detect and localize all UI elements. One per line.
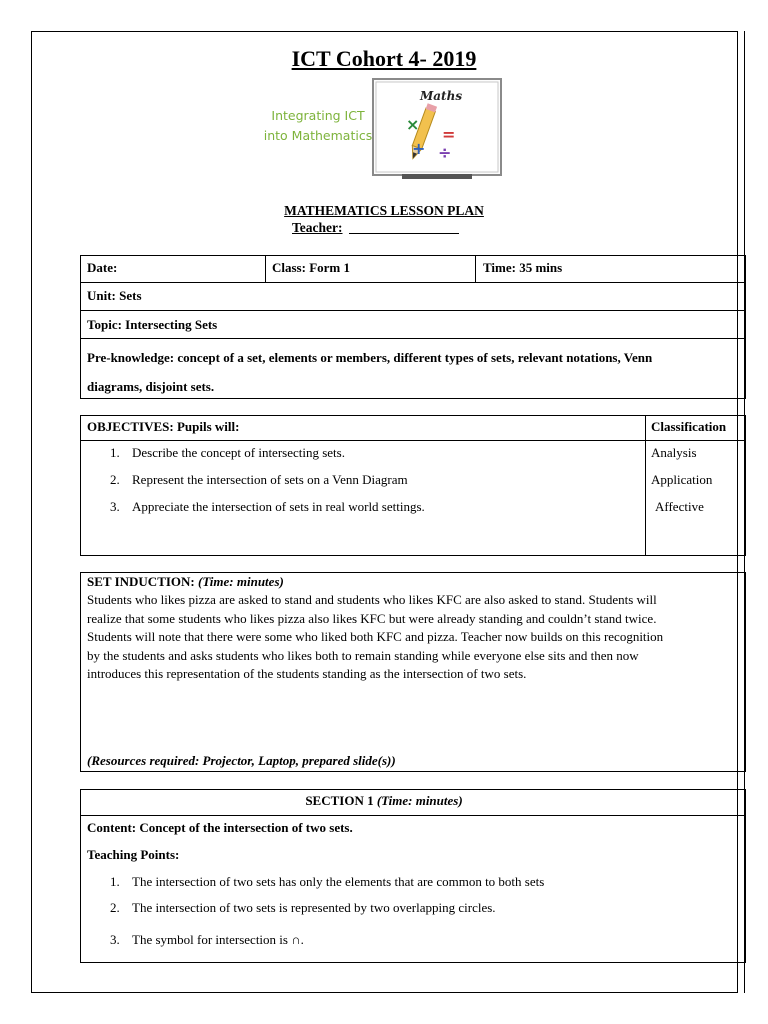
preknowledge-line1: Pre-knowledge: concept of a set, elements or members, different types of sets, relevant notations, Venn <box>87 350 653 365</box>
objective-3-text: Appreciate the intersection of sets in real world settings. <box>132 499 425 514</box>
class-cell: Class: Form 1 <box>272 260 350 275</box>
logo-text-line1: Integrating ICT <box>271 108 365 123</box>
teacher-label: Teacher: <box>292 220 343 235</box>
set-induction-line-1: Students who likes pizza are asked to stand and students who likes KFC are also asked to stand. Students will <box>87 592 657 607</box>
topic-cell: Topic: Intersecting Sets <box>87 317 218 332</box>
set-induction-line-3: Students will note that there were some who liked both KFC and pizza. Teacher now builds on this recognition <box>87 629 664 645</box>
section1-header-line <box>80 815 746 816</box>
objective-1-classification: Analysis <box>651 445 697 460</box>
point-3-number: 3. <box>110 932 120 947</box>
logo-text-line2: into Mathematics <box>263 128 373 143</box>
set-induction-line-4: by the students and asks students who likes both to remain standing while everyone else sits and then now <box>87 647 639 663</box>
section1-title: SECTION 1 <box>305 793 374 808</box>
objectives-column-divider <box>645 415 646 556</box>
svg-text:+: + <box>412 139 426 158</box>
set-induction-time: (Time: minutes) <box>198 574 284 589</box>
objective-1-number: 1. <box>110 445 120 460</box>
date-cell: Date: <box>87 260 118 275</box>
objective-3-number: 3. <box>110 499 120 514</box>
set-induction-heading <box>87 574 284 590</box>
section1-content: Content: Concept of the intersection of two sets. <box>87 820 353 835</box>
time-cell: Time: 35 mins <box>483 260 563 275</box>
teacher-blank-line <box>349 220 459 234</box>
set-induction-label: SET INDUCTION: <box>87 574 195 589</box>
objective-1-text: Describe the concept of intersecting sets. <box>132 445 345 460</box>
objectives-header-line <box>80 440 746 441</box>
svg-text:÷: ÷ <box>438 143 452 162</box>
lesson-plan-heading: MATHEMATICS LESSON PLAN <box>284 203 484 218</box>
point-2-number: 2. <box>110 900 120 915</box>
svg-text:=: = <box>442 125 456 144</box>
point-1-number: 1. <box>110 874 120 889</box>
preknowledge-cell <box>87 343 739 401</box>
objective-2-number: 2. <box>110 472 120 487</box>
info-row-line-1 <box>80 282 746 283</box>
svg-text:×: × <box>406 115 420 134</box>
info-divider-1 <box>265 255 266 282</box>
whiteboard-pencil-icon <box>372 78 502 182</box>
document-title: ICT Cohort 4- 2019 <box>291 46 477 71</box>
objective-2-classification: Application <box>651 472 713 487</box>
set-induction-line-5: introduces this representation of the students standing as the intersection of two sets. <box>87 666 527 682</box>
info-divider-2 <box>475 255 476 282</box>
teaching-points-label: Teaching Points: <box>87 847 180 862</box>
board-label: Maths <box>420 89 463 103</box>
set-induction-resources: (Resources required: Projector, Laptop, prepared slide(s)) <box>87 753 396 768</box>
objectives-header: OBJECTIVES: Pupils will: <box>87 419 240 434</box>
section1-heading <box>0 793 768 809</box>
teacher-field <box>292 220 459 236</box>
objective-2-text: Represent the intersection of sets on a Venn Diagram <box>132 472 408 487</box>
set-induction-line-2: realize that some students who likes pizza also likes KFC but were already standing and couldn’t stand twice. <box>87 610 657 626</box>
section1-time: (Time: minutes) <box>376 793 463 808</box>
set-induction-paragraph <box>87 591 739 684</box>
point-3-text: The symbol for intersection is ∩. <box>132 932 304 947</box>
objective-3-classification: Affective <box>655 499 704 514</box>
classification-header: Classification <box>651 419 727 434</box>
logo-text <box>258 106 378 146</box>
info-row-line-3 <box>80 338 746 339</box>
point-2-text: The intersection of two sets is represented by two overlapping circles. <box>132 900 496 915</box>
unit-cell: Unit: Sets <box>87 288 142 303</box>
preknowledge-line2: diagrams, disjoint sets. <box>87 379 215 394</box>
point-1-text: The intersection of two sets has only the elements that are common to both sets <box>132 874 545 889</box>
info-row-line-2 <box>80 310 746 311</box>
